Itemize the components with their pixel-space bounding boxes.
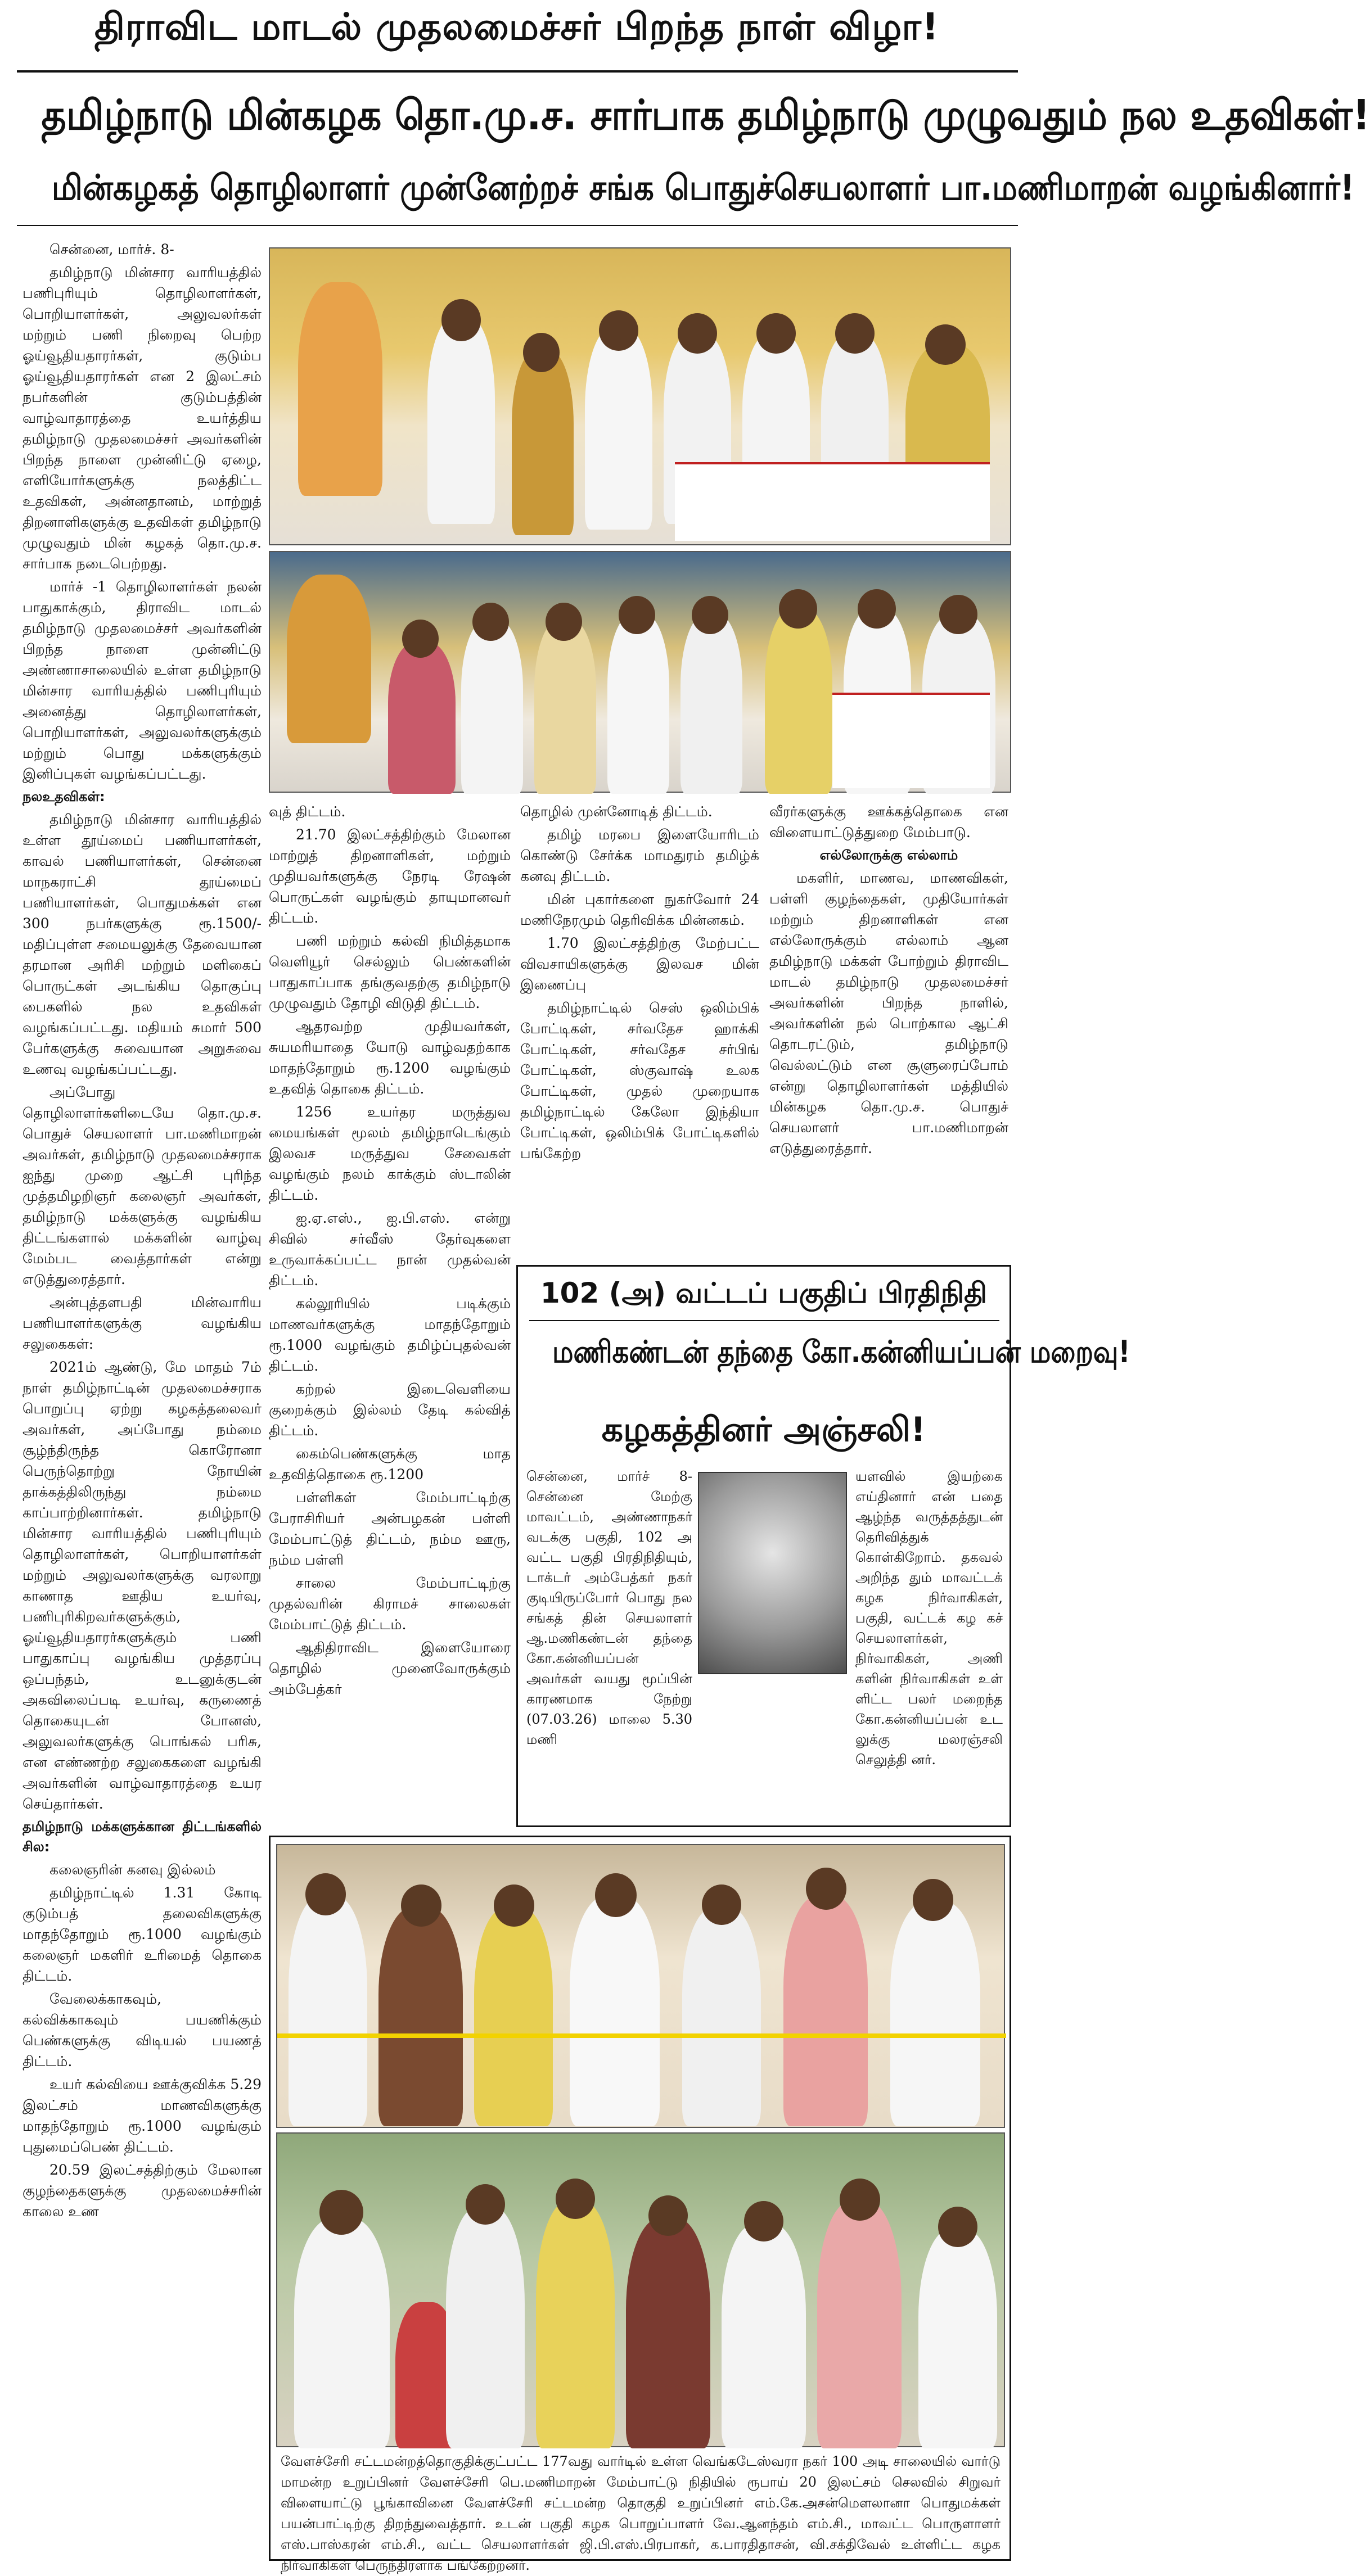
subheading: தமிழ்நாடு மக்களுக்கான திட்டங்களில் சில: — [22, 1819, 262, 1855]
obituary-kicker: 102 (அ) வட்டப் பகுதிப் பிரதிநிதி — [540, 1277, 988, 1309]
paragraph: அன்புத்தளபதி மின்வாரிய பணியாளர்களுக்கு வழங்கிய சலுகைகள்: — [22, 1294, 262, 1352]
obituary-subtitle: கழகத்தினர் அஞ்சலி! — [601, 1410, 926, 1449]
page-top-headline: திராவிட மாடல் முதலமைச்சர் பிறந்த நாள் விழா! — [94, 5, 939, 48]
dateline: சென்னை, மார்ச். 8- — [49, 241, 174, 257]
paragraph: கலைஞரின் கனவு இல்லம் — [49, 1861, 216, 1878]
paragraph: கற்றல் இடைவெளியை குறைக்கும் இல்லம் தேடி கல்வித் திட்டம். — [269, 1381, 511, 1439]
paragraph: உயர் கல்வியை ஊக்குவிக்க 5.29 இலட்சம் மாணவிகளுக்கு மாதந்தோறும் ரூ.1000 வழங்கும் புதுமைப்பெண் திட்டம். — [22, 2076, 262, 2155]
paragraph: கல்லூரியில் படிக்கும் மாணவர்களுக்கு மாதந்தோறும் ரூ.1000 வழங்கும் தமிழ்ப்புதல்வன் திட்டம். — [269, 1295, 511, 1374]
event-photo-1 — [269, 247, 1011, 545]
divider — [17, 225, 1018, 226]
obituary-text-left: சென்னை, மார்ச் 8- சென்னை மேற்கு மாவட்டம், அண்ணாநகர் வடக்கு பகுதி, 102 அ வட்ட பகுதி பிரதிநிதியும், டாக்டர் அம்பேத்கர் நகர் குடியிருப்போர் பொது நல சங்கத் தின் செயலாளர் ஆ.மணிகண்டன் தந்தை கோ.கன்னியப்பன் அவர்கள் வயது மூப்பின் காரணமாக நேற்று (07.03.26) மாலை 5.30 மணி — [526, 1468, 692, 1747]
paragraph: தமிழ்நாடு மின்சார வாரியத்தில் உள்ள தூய்மைப் பணியாளர்கள், காவல் பணியாளர்கள், சென்னை மாநகராட்சி தூய்மைப் பணியாளர்கள், பொதுமக்கள் என 300 நபர்களுக்கு ரூ.1500/- மதிப்புள்ள சமையலுக்கு தேவையான தரமான அரிசி மற்றும் மளிகைப் பொருட்கள் அடங்கிய தொகுப்பு பைகளில் நல உதவிகள் வழங்கப்பட்டது. மதியம் சுமார் 500 பேர்களுக்கு சுவையான அறுசுவை உணவு வழங்கப்பட்டது. — [22, 811, 262, 1077]
paragraph: தமிழ்நாட்டில் 1.31 கோடி குடும்பத் தலைவிகளுக்கு மாதந்தோறும் ரூ.1000 வழங்கும் கலைஞர் மகளிர் உரிமைத் தொகை திட்டம். — [22, 1884, 262, 1984]
obituary-box — [516, 1265, 1130, 1827]
paragraph: கைம்பெண்களுக்கு மாத உதவித்தொகை ரூ.1200 — [269, 1445, 511, 1483]
story-column-1 — [22, 239, 262, 2561]
subheading: நலஉதவிகள்: — [22, 789, 105, 805]
event-box — [269, 1836, 1011, 2573]
obituary-text-right: யளவில் இயற்கை எய்தினார் என் பதை ஆழ்ந்த வருத்தத்துடன் தெரிவித்துக் கொள்கிறோம். தகவல் அறிந்த தும் மாவட்டக் கழக நிர்வாகிகள், பகுதி, வட்டக் கழ கச் செயலாளர்கள், நிர்வாகிகள், அணி களின் நிர்வாகிகள் உள் ளிட்ட பலர் மறைந்த கோ.கன்னியப்பன் உட லுக்கு மலரஞ்சலி செலுத்தி னர். — [855, 1468, 1003, 1768]
paragraph: பள்ளிகள் மேம்பாட்டிற்கு பேராசிரியர் அன்பழகன் பள்ளி மேம்பாட்டுத் திட்டம், நம்ம ஊரு, நம்ம பள்ளி — [269, 1489, 511, 1568]
paragraph: ஆதரவற்ற முதியவர்கள், சுயமரியாதை யோடு வாழ்வதற்காக மாதந்தோறும் ரூ.1200 வழங்கும் உதவித் தொகை திட்டம். — [269, 1018, 511, 1097]
story-column-3 — [520, 801, 759, 1262]
ribbon-cutting-photo — [276, 1844, 1005, 2128]
story-column-4 — [769, 801, 1008, 1262]
paragraph: தமிழ் மரபை இளையோரிடம் கொண்டு சேர்க்க மாமதுரம் தமிழ்க் கனவு திட்டம். — [520, 826, 759, 884]
paragraph: 20.59 இலட்சத்திற்கும் மேலான குழந்தைகளுக்கு முதலமைச்சரின் காலை உண — [22, 2162, 262, 2220]
sub-headline: மின்கழகத் தொழிலாளர் முன்னேற்றச் சங்க பொதுச்செயலாளர் பா.மணிமாறன் வழங்கினார்! — [51, 167, 1355, 208]
subheading: எல்லோருக்கு எல்லாம் — [819, 847, 958, 863]
paragraph: வேலைக்காகவும், கல்விக்காகவும் பயணிக்கும் பெண்களுக்கு விடியல் பயணத் திட்டம். — [22, 1991, 262, 2069]
obituary-title: மணிகண்டன் தந்தை கோ.கன்னியப்பன் மறைவு! — [552, 1334, 1130, 1370]
paragraph: வுத் திட்டம். — [269, 803, 346, 820]
paragraph: தமிழ்நாட்டில் செஸ் ஒலிம்பிக் போட்டிகள், சர்வதேச ஹாக்கி போட்டிகள், சர்வதேச சர்பிங் போட்டிகள், ஸ்குவாஷ் உலக போட்டிகள், முதல் முறையாக தமிழ்நாட்டில் கேலோ இந்தியா போட்டிகள், ஒலிம்பிக் போட்டிகளில் பங்கேற்ற — [520, 1000, 759, 1162]
paragraph: மகளிர், மாணவ, மாணவிகள், பள்ளி குழந்தைகள், முதியோர்கள் மற்றும் திறனாளிகள் என எல்லோருக்கும் எல்லாம் ஆன தமிழ்நாடு மக்கள் போற்றும் திராவிட மாடல் தமிழ்நாடு முதலமைச்சர் அவர்களின் பிறந்த நாளில், அவர்களின் நல் பொற்கால ஆட்சி தொடரட்டும், தமிழ்நாடு வெல்லட்டும் என சூளுரைப்போம் என்று தொழிலாளர்கள் மத்தியில் மின்கழக தொ.மு.ச. பொதுச் செயலாளர் பா.மணிமாறன் எடுத்துரைத்தார். — [769, 870, 1008, 1156]
event-caption: வேளச்சேரி சட்டமன்றத்தொகுதிக்குட்பட்ட 177வது வார்டில் உள்ள வெங்கடேஸ்வரா நகர் 100 அடி சாலையில் வார்டு மாமன்ற உறுப்பினர் வேளச்சேரி பெ.மணிமாறன் மேம்பாட்டு நிதியில் ரூபாய் 20 இலட்சம் செலவில் சிறுவர் விளையாட்டு பூங்காவினை வேளச்சேரி சட்டமன்ற தொகுதி உறுப்பினர் எம்.கே.அசன்மௌலானா பொதுமக்கள் பயன்பாட்டிற்கு திறந்துவைத்தார். உடன் பகுதி கழக பொறுப்பாளர் வே.ஆனந்தம் எம்.சி., மாவட்ட பொருளாளர் எஸ்.பாஸ்கரன் எம்.சி., வட்ட செயலாளர்கள் ஜி.பி.எஸ்.பிரபாகர், க.பாரதிதாசன், வி.சக்திவேல் உள்ளிட்ட கழக நிர்வாகிகள் பெருந்திரளாக பங்கேற்றனர். — [281, 2453, 1001, 2573]
gift-packets — [675, 462, 990, 541]
paragraph: ஆதிதிராவிட இளையோரை தொழில் முனைவோருக்கும் அம்பேத்கர் — [269, 1639, 511, 1697]
paragraph: அப்போது தொழிலாளர்களிடையே தொ.மு.ச. பொதுச் செயலாளர் பா.மணிமாறன் அவர்கள், தமிழ்நாடு முதலமைச்சராக ஐந்து முறை ஆட்சி புரிந்த முத்தமிழறிஞர் கலைஞர் அவர்கள், தமிழ்நாடு மக்களுக்கு வழங்கிய திட்டங்களால் மக்களின் வாழ்வு மேம்பட வைத்தார்கள் என்று எடுத்துரைத்தார். — [22, 1084, 262, 1287]
paragraph: ஐ.ஏ.எஸ்., ஐ.பி.எஸ். என்று சிவில் சர்வீஸ் தேர்வுகளை உருவாக்கப்பட்ட நான் முதல்வன் திட்டம். — [269, 1210, 511, 1289]
story-column-2 — [269, 801, 511, 1836]
paragraph: 1.70 இலட்சத்திற்கு மேற்பட்ட விவசாயிகளுக்கு இலவச மின் இணைப்பு — [520, 935, 759, 993]
paragraph: 2021ம் ஆண்டு, மே மாதம் 7ம் நாள் தமிழ்நாட்டின் முதலமைச்சராக பொறுப்பு ஏற்று கழகத்தலைவர் அவர்கள், அப்போது நம்மை சூழ்ந்திருந்த கொரோனா பெருந்தொற்று நோயின் தாக்கத்திலிருந்து நம்மை காப்பாற்றினார்கள். தமிழ்நாடு மின்சார வாரியத்தில் பணிபுரியும் தொழிலாளர்கள், பொறியாளர்கள் மற்றும் அலுவலர்களுக்கு வரலாறு காணாத ஊதிய உயர்வு, பணிபுரிகிறவர்களுக்கும், ஓய்வூதியதாரர்களுக்கும் பணி பாதுகாப்பு வழங்கிய முத்தரப்பு ஒப்பந்தம், உடனுக்குடன் அகவிலைப்படி உயர்வு, கருணைத் தொகையுடன் போனஸ், அலுவலர்களுக்கு பொங்கல் பரிசு, என எண்ணற்ற சலுகைகளை வழங்கி அவர்களின் வாழ்வாதாரத்தை உயர செய்தார்கள். — [22, 1359, 262, 1812]
portrait-frame — [298, 282, 382, 496]
deceased-portrait — [698, 1472, 847, 1674]
divider — [17, 70, 1018, 73]
paragraph: சாலை மேம்பாட்டிற்கு முதல்வரின் கிராமச் சாலைகள் மேம்பாட்டுத் திட்டம். — [269, 1575, 511, 1633]
paragraph: வீரர்களுக்கு ஊக்கத்தொகை என விளையாட்டுத்துறை மேம்பாடு. — [769, 803, 1008, 840]
paragraph: 21.70 இலட்சத்திற்கும் மேலான மாற்றுத் திறனாளிகள், மற்றும் முதியவர்களுக்கு நேரடி ரேஷன் பொருட்கள் வழங்கும் தாயுமானவர் திட்டம். — [269, 826, 511, 926]
main-headline: தமிழ்நாடு மின்கழக தொ.மு.ச. சார்பாக தமிழ்நாடு முழுவதும் நல உதவிகள்! — [41, 91, 1370, 139]
paragraph: 1256 உயர்தர மருத்துவ மையங்கள் மூலம் தமிழ்நாடெங்கும் இலவச மருத்துவ சேவைகள் வழங்கும் நலம் காக்கும் ஸ்டாலின் திட்டம். — [269, 1104, 511, 1203]
paragraph: மார்ச் -1 தொழிலாளர்கள் நலன் பாதுகாக்கும், திராவிட மாடல் தமிழ்நாடு முதலமைச்சர் அவர்களின் பிறந்த நாளை முன்னிட்டு அண்ணாசாலையில் உள்ள தமிழ்நாடு மின்சார வாரியத்தில் பணிபுரியும் அனைத்து தொழிலாளர்கள், பொறியாளர்கள், அலுவலர்களுக்கும் மற்றும் பொது மக்களுக்கும் இனிப்புகள் வழங்கப்பட்டது. — [22, 579, 262, 782]
paragraph: பணி மற்றும் கல்வி நிமித்தமாக வெளியூர் செல்லும் பெண்களின் பாதுகாப்பாக தங்குவதற்கு தமிழ்நாடு முழுவதும் தோழி விடுதி திட்டம். — [269, 933, 511, 1011]
event-photo-2 — [269, 551, 1011, 793]
ribbon — [277, 2033, 1006, 2038]
park-opening-photo — [276, 2132, 1005, 2447]
paragraph: தமிழ்நாடு மின்சார வாரியத்தில் பணிபுரியும் தொழிலாளர்கள், பொறியாளர்கள், அலுவலர்கள் மற்றும் பணி நிறைவு பெற்ற ஓய்வூதியதாரர்கள், குடும்ப ஓய்வூதியதாரர்கள் என 2 இலட்சம் நபர்களின் குடும்பத்தின் வாழ்வாதாரத்தை உயர்த்திய தமிழ்நாடு முதலமைச்சர் அவர்களின் பிறந்த நாளை முன்னிட்டு ஏழை, எளியோர்களுக்கு நலத்திட்ட உதவிகள், அன்னதானம், மாற்றுத் திறனாளிகளுக்கு உதவிகள் தமிழ்நாடு முழுவதும் மின் கழகத் தொ.மு.ச. சார்பாக நடைபெற்றது. — [22, 264, 262, 572]
paragraph: மின் புகார்களை நுகர்வோர் 24 மணிநேரமும் தெரிவிக்க மின்னகம். — [520, 891, 759, 928]
paragraph: தொழில் முன்னோடித் திட்டம். — [520, 803, 713, 820]
divider — [529, 1320, 999, 1321]
